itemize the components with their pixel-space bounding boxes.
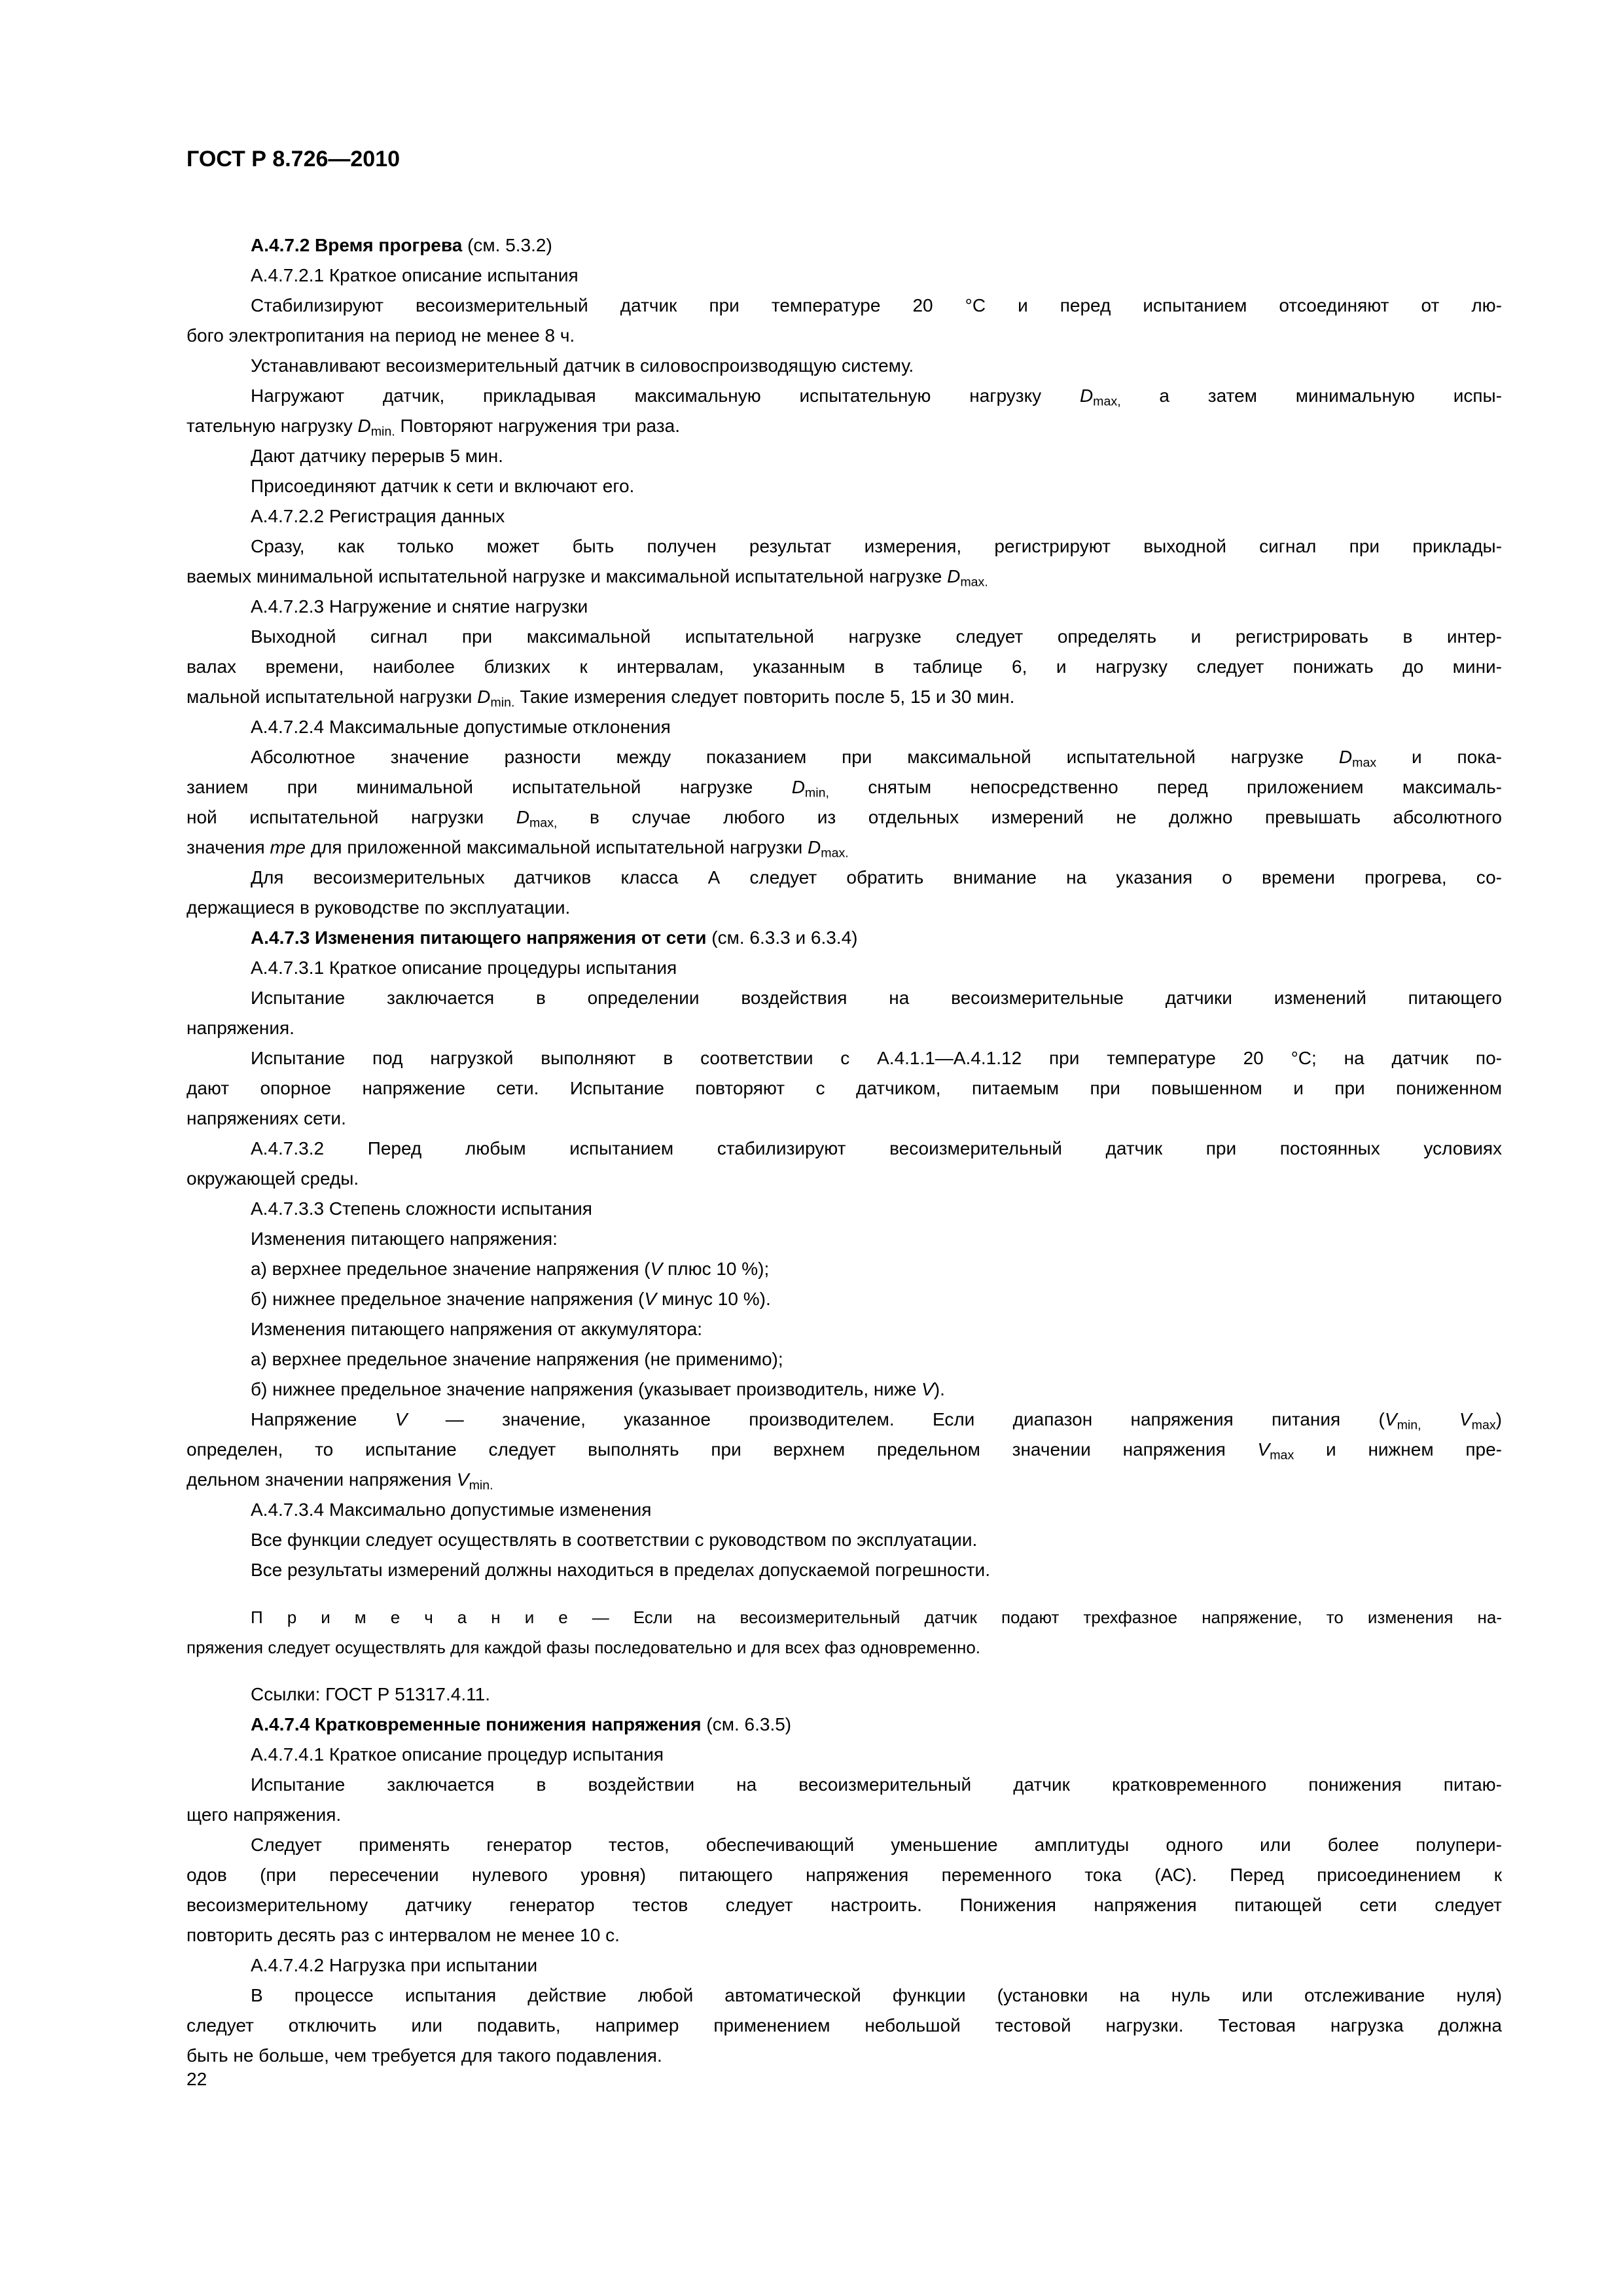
text-line: Изменения питающего напряжения от аккумулятора: <box>251 1319 703 1339</box>
text-line: А.4.7.2.1 Краткое описание испытания <box>251 265 579 285</box>
text-line: мальной испытательной нагрузки $D_{min.}$ Такие измерения следует повторить после 5, 15 и 30 мин. <box>187 687 1015 710</box>
text-line: быть не больше, чем требуется для такого подавления. <box>187 2045 662 2066</box>
text-line: щего напряжения. <box>187 1804 342 1825</box>
text-line: ваемых минимальной испытательной нагрузке и максимальной испытательной нагрузке $D_{max.}$ <box>187 566 988 590</box>
text-line: Все результаты измерений должны находиться в пределах допускаемой погрешности. <box>251 1560 990 1580</box>
text-line: В процессе испытания действие любой автоматической функции (установки на нуль или отслеживание нуля) <box>251 1985 1502 2005</box>
text-line: Присоединяют датчик к сети и включают его. <box>251 476 635 496</box>
text-line: Выходной сигнал при максимальной испытательной нагрузке следует определять и регистрировать в интер- <box>251 626 1502 647</box>
text-line: весоизмерительному датчику генератор тестов следует настроить. Понижения напряжения питающей сети следует <box>187 1895 1502 1915</box>
text-line: Испытание под нагрузкой выполняют в соответствии с А.4.1.1—А.4.1.12 при температуре 20 °С; на датчик по- <box>251 1048 1502 1068</box>
text-line: одов (при пересечении нулевого уровня) питающего напряжения переменного тока (АС). Перед присоединением к <box>187 1865 1502 1885</box>
text-line: дают опорное напряжение сети. Испытание повторяют с датчиком, питаемым при повышенном и при пониженном <box>187 1078 1502 1098</box>
text-line: б) нижнее предельное значение напряжения (V минус 10 %). <box>251 1289 771 1309</box>
text-line: А.4.7.2.4 Максимальные допустимые отклонения <box>251 717 671 737</box>
note-line: пряжения следует осуществлять для каждой фазы последовательно и для всех фаз одновременно. <box>187 1638 980 1657</box>
text-line: А.4.7.2.2 Регистрация данных <box>251 506 505 526</box>
text-line: держащиеся в руководстве по эксплуатации. <box>187 897 571 918</box>
text-line: А.4.7.3.1 Краткое описание процедуры испытания <box>251 958 677 978</box>
text-line: тательную нагрузку $D_{min.}$ Повторяют нагружения три раза. <box>187 416 680 439</box>
text-line: Нагружают датчик, прикладывая максимальную испытательную нагрузку $D_{max,}$ а затем минимальную испы- <box>251 386 1502 409</box>
text-line: Стабилизируют весоизмерительный датчик при температуре 20 °С и перед испытанием отсоединяют от лю- <box>251 295 1502 315</box>
text-line: занием при минимальной испытательной нагрузке $D_{min,}$ снятым непосредственно перед приложением максималь- <box>187 777 1503 800</box>
document-body <box>187 230 1502 2071</box>
text-line: Следует применять генератор тестов, обеспечивающий уменьшение амплитуды одного или более полупери- <box>251 1835 1502 1855</box>
text-line: валах времени, наиболее близких к интервалам, указанным в таблице 6, и нагрузку следует понижать до мини- <box>187 656 1502 677</box>
text-line: окружающей среды. <box>187 1168 359 1189</box>
text-line: Устанавливают весоизмерительный датчик в силовоспроизводящую систему. <box>251 355 914 376</box>
text-line: Сразу, как только может быть получен результат измерения, регистрируют выходной сигнал при приклады- <box>251 536 1502 556</box>
text-line: бого электропитания на период не менее 8 ч. <box>187 325 575 346</box>
page-header: ГОСТ Р 8.726—2010 <box>187 147 401 171</box>
text-line: А.4.7.4.2 Нагрузка при испытании <box>251 1955 538 1975</box>
text-line: Испытание заключается в определении воздействия на весоизмерительные датчики изменений питающего <box>251 988 1502 1008</box>
text-line: дельном значении напряжения $V_{min.}$ <box>187 1469 493 1493</box>
text-line: Напряжение V — значение, указанное производителем. Если диапазон напряжения питания ($V_{min,}$ $V_{max}$) <box>251 1409 1502 1433</box>
text-line: напряжения. <box>187 1018 294 1038</box>
text-line: А.4.7.4.1 Краткое описание процедур испытания <box>251 1744 664 1765</box>
text-line: ной испытательной нагрузки $D_{max,}$ в случае любого из отдельных измерений не должно превышать абсолютного <box>187 807 1502 831</box>
text-line: Все функции следует осуществлять в соответствии с руководством по эксплуатации. <box>251 1530 978 1550</box>
text-line: а) верхнее предельное значение напряжения (V плюс 10 %); <box>251 1259 770 1279</box>
text-line: б) нижнее предельное значение напряжения (указывает производитель, ниже V). <box>251 1379 945 1399</box>
text-line: Ссылки: ГОСТ Р 51317.4.11. <box>251 1684 490 1704</box>
text-line: А.4.7.2.3 Нагружение и снятие нагрузки <box>251 596 588 617</box>
text-line: Абсолютное значение разности между показанием при максимальной испытательной нагрузке $D_{max}$ и пока- <box>251 747 1502 770</box>
text-line: Дают датчику перерыв 5 мин. <box>251 446 503 466</box>
note-line: П р и м е ч а н и е — Если на весоизмерительный датчик подают трехфазное напряжение, то изменения на- <box>251 1607 1502 1627</box>
text-line: Испытание заключается в воздействии на весоизмерительный датчик кратковременного понижения питаю- <box>251 1774 1502 1795</box>
section-heading: А.4.7.2 Время прогрева (см. 5.3.2) <box>251 235 552 255</box>
text-line: напряжениях сети. <box>187 1108 346 1128</box>
text-line: Изменения питающего напряжения: <box>251 1229 558 1249</box>
section-heading: А.4.7.4 Кратковременные понижения напряжения (см. 6.3.5) <box>251 1714 792 1734</box>
page-number: 22 <box>187 2069 207 2089</box>
text-line: значения mpe для приложенной максимальной испытательной нагрузки $D_{max.}$ <box>187 837 849 861</box>
section-heading: А.4.7.3 Изменения питающего напряжения от сети (см. 6.3.3 и 6.3.4) <box>251 927 858 948</box>
text-line: определен, то испытание следует выполнять при верхнем предельном значении напряжения $V_{max}$ и нижнем пре- <box>187 1439 1502 1463</box>
text-line: А.4.7.3.2 Перед любым испытанием стабилизируют весоизмерительный датчик при постоянных условиях <box>251 1138 1502 1158</box>
text-line: повторить десять раз с интервалом не менее 10 с. <box>187 1925 620 1945</box>
text-line: Для весоизмерительных датчиков класса А следует обратить внимание на указания о времени прогрева, со- <box>251 867 1502 888</box>
text-line: А.4.7.3.3 Степень сложности испытания <box>251 1198 592 1219</box>
text-line: следует отключить или подавить, например применением небольшой тестовой нагрузки. Тестовая нагрузка должна <box>187 2015 1502 2036</box>
text-line: А.4.7.3.4 Максимально допустимые изменения <box>251 1499 652 1520</box>
text-line: а) верхнее предельное значение напряжения (не применимо); <box>251 1349 783 1369</box>
